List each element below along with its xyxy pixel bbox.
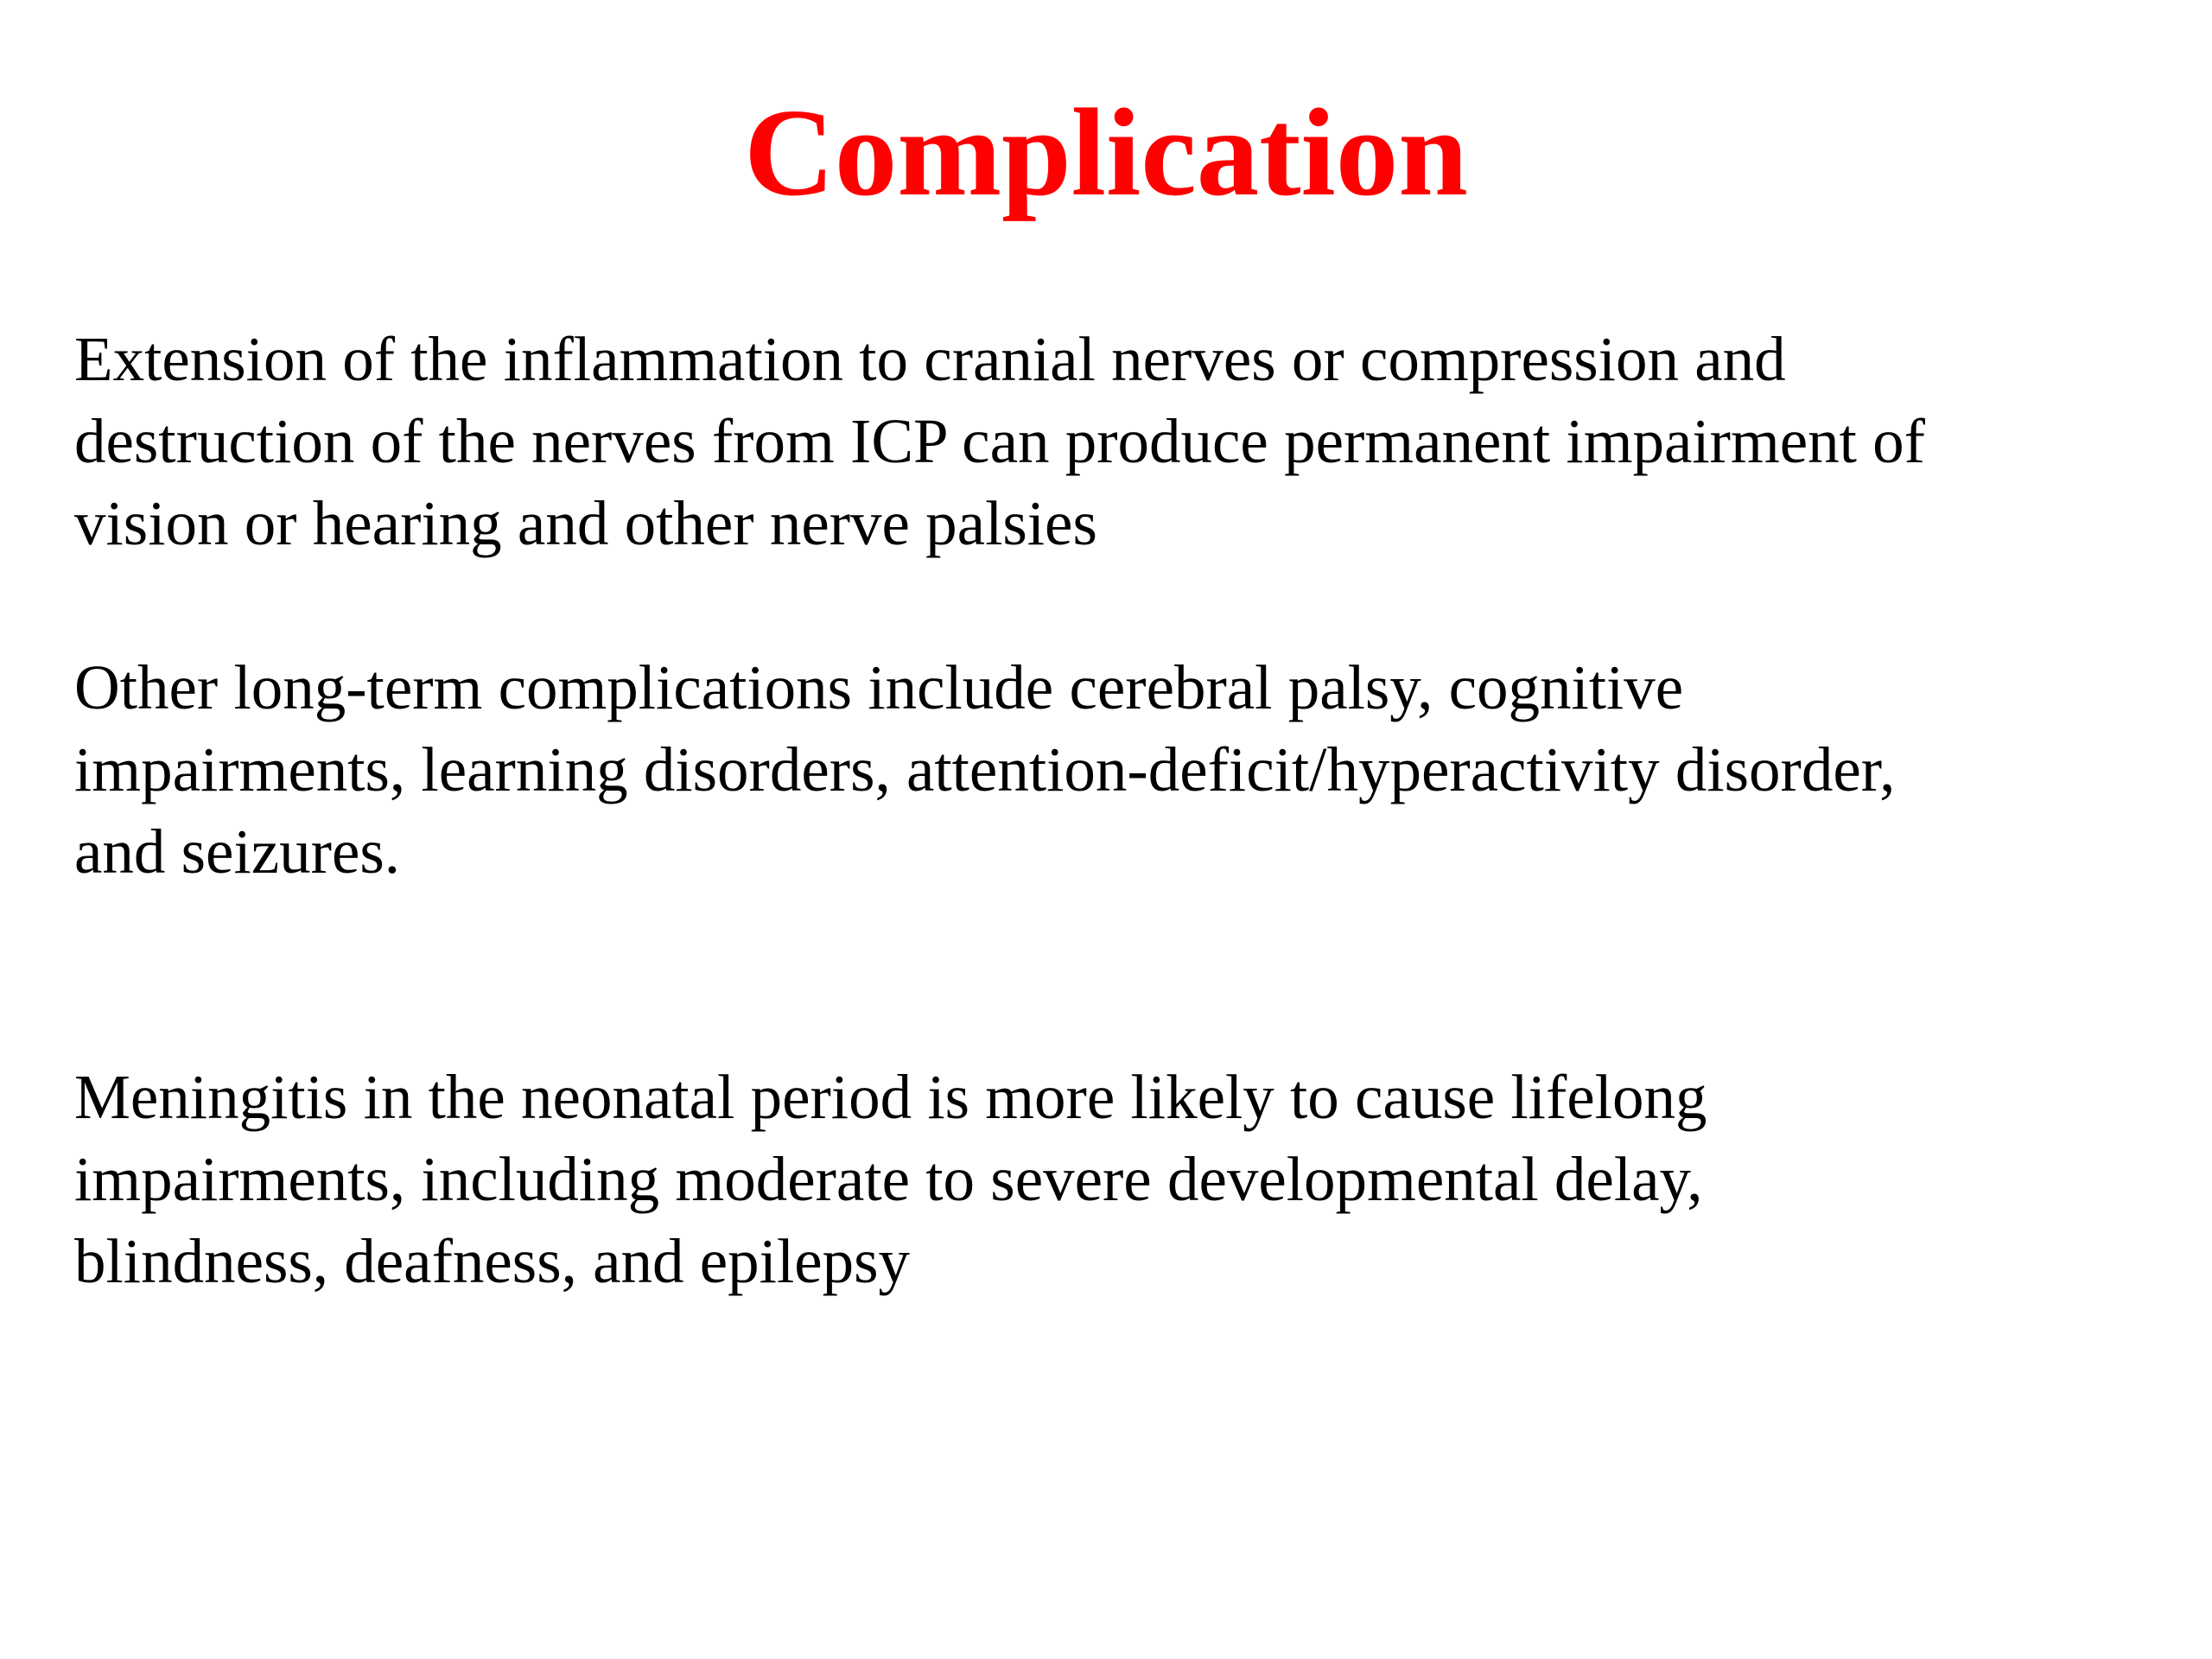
paragraph-cranial-nerves bbox=[74, 318, 2148, 564]
paragraph-line: Meningitis in the neonatal period is more likely to cause lifelong bbox=[74, 1062, 1707, 1132]
paragraph-line: Other long-term complications include cerebral palsy, cognitive bbox=[74, 652, 1684, 722]
paragraph-line: blindness, deafness, and epilepsy bbox=[74, 1226, 911, 1296]
paragraph-long-term-complications bbox=[74, 646, 2148, 893]
paragraph-line: vision or hearing and other nerve palsies bbox=[74, 488, 1097, 558]
slide-title: Complication bbox=[744, 84, 1468, 222]
paragraph-line: impairments, including moderate to severe developmental delay, bbox=[74, 1144, 1703, 1214]
paragraph-line: Extension of the inflammation to cranial nerves or compression and bbox=[74, 324, 1786, 394]
paragraph-line: and seizures. bbox=[74, 817, 401, 887]
paragraph-neonatal-meningitis bbox=[74, 1056, 2148, 1302]
paragraph-line: impairments, learning disorders, attention-deficit/hyperactivity disorder, bbox=[74, 734, 1896, 804]
paragraph-line: destruction of the nerves from ICP can produce permanent impairment of bbox=[74, 406, 1925, 476]
